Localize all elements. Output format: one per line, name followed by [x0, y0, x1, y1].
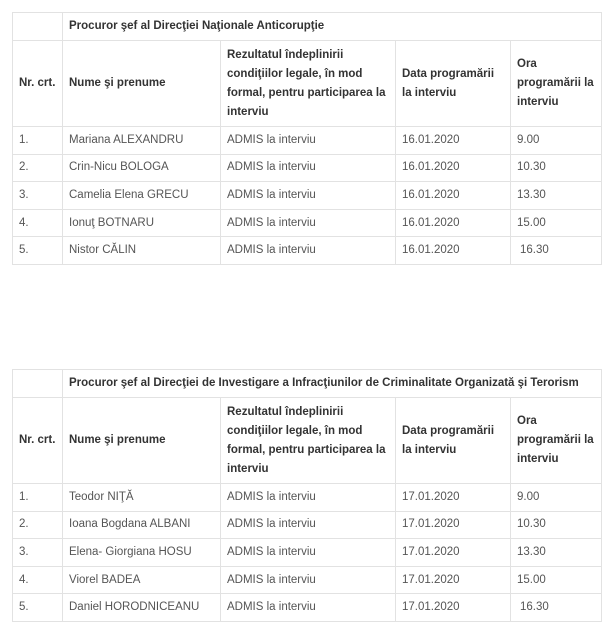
schedule-table-dna: [12, 12, 602, 265]
cell-nume: Camelia Elena GRECU: [63, 182, 221, 210]
table-row: [13, 511, 602, 539]
cell-nume: Ionuţ BOTNARU: [63, 209, 221, 237]
header-rezultat: Rezultatul îndeplinirii condiţiilor legale, în mod formal, pentru participarea la interviu: [221, 398, 396, 484]
cell-nr: 3.: [13, 182, 63, 210]
cell-ora: 9.00: [511, 484, 602, 512]
table-row: [13, 484, 602, 512]
cell-data: 16.01.2020: [396, 154, 511, 182]
cell-nr: 2.: [13, 511, 63, 539]
cell-rezultat: ADMIS la interviu: [221, 182, 396, 210]
cell-rezultat: ADMIS la interviu: [221, 566, 396, 594]
header-nume: Nume şi prenume: [63, 41, 221, 127]
table-row: [13, 209, 602, 237]
table-row: [13, 539, 602, 567]
cell-data: 17.01.2020: [396, 511, 511, 539]
cell-rezultat: ADMIS la interviu: [221, 484, 396, 512]
cell-data: 17.01.2020: [396, 566, 511, 594]
header-ora: Ora programării la interviu: [511, 398, 602, 484]
cell-rezultat: ADMIS la interviu: [221, 127, 396, 155]
cell-nr: 5.: [13, 594, 63, 622]
cell-nr: 2.: [13, 154, 63, 182]
cell-ora: 15.00: [511, 209, 602, 237]
cell-rezultat: ADMIS la interviu: [221, 511, 396, 539]
table-row: [13, 594, 602, 622]
cell-nume: Ioana Bogdana ALBANI: [63, 511, 221, 539]
table-title-row: [13, 13, 602, 41]
cell-data: 17.01.2020: [396, 539, 511, 567]
cell-rezultat: ADMIS la interviu: [221, 209, 396, 237]
table-row: [13, 182, 602, 210]
cell-data: 16.01.2020: [396, 237, 511, 265]
empty-corner-cell: [13, 370, 63, 398]
table-title-row: [13, 370, 602, 398]
cell-ora: 16.30: [511, 237, 602, 265]
cell-nume: Teodor NIŢĂ: [63, 484, 221, 512]
cell-data: 16.01.2020: [396, 209, 511, 237]
empty-corner-cell: [13, 13, 63, 41]
cell-rezultat: ADMIS la interviu: [221, 594, 396, 622]
header-ora: Ora programării la interviu: [511, 41, 602, 127]
table-title: Procuror şef al Direcţiei Naţionale Anticorupţie: [63, 13, 602, 41]
header-rezultat: Rezultatul îndeplinirii condiţiilor legale, în mod formal, pentru participarea la interviu: [221, 41, 396, 127]
cell-nume: Nistor CĂLIN: [63, 237, 221, 265]
cell-nume: Crin-Nicu BOLOGA: [63, 154, 221, 182]
cell-nume: Elena- Giorgiana HOSU: [63, 539, 221, 567]
table-row: [13, 566, 602, 594]
header-nume: Nume şi prenume: [63, 398, 221, 484]
cell-nume: Mariana ALEXANDRU: [63, 127, 221, 155]
table-row: [13, 237, 602, 265]
cell-ora: 10.30: [511, 511, 602, 539]
table-title: Procuror şef al Direcţiei de Investigare a Infracţiunilor de Criminalitate Organizată şi Terorism: [63, 370, 602, 398]
cell-rezultat: ADMIS la interviu: [221, 237, 396, 265]
cell-nr: 4.: [13, 566, 63, 594]
header-nr: Nr. crt.: [13, 41, 63, 127]
cell-data: 16.01.2020: [396, 182, 511, 210]
cell-ora: 13.30: [511, 182, 602, 210]
cell-nr: 5.: [13, 237, 63, 265]
cell-nr: 4.: [13, 209, 63, 237]
cell-ora: 16.30: [511, 594, 602, 622]
cell-data: 17.01.2020: [396, 594, 511, 622]
cell-nr: 3.: [13, 539, 63, 567]
header-data: Data programării la interviu: [396, 41, 511, 127]
schedule-table-diicot: [12, 369, 602, 622]
cell-nr: 1.: [13, 127, 63, 155]
cell-data: 17.01.2020: [396, 484, 511, 512]
cell-ora: 13.30: [511, 539, 602, 567]
header-row: [13, 41, 602, 127]
cell-nr: 1.: [13, 484, 63, 512]
cell-ora: 15.00: [511, 566, 602, 594]
table-row: [13, 154, 602, 182]
cell-rezultat: ADMIS la interviu: [221, 154, 396, 182]
header-data: Data programării la interviu: [396, 398, 511, 484]
cell-nume: Daniel HORODNICEANU: [63, 594, 221, 622]
cell-rezultat: ADMIS la interviu: [221, 539, 396, 567]
header-row: [13, 398, 602, 484]
cell-ora: 9.00: [511, 127, 602, 155]
cell-data: 16.01.2020: [396, 127, 511, 155]
cell-nume: Viorel BADEA: [63, 566, 221, 594]
cell-ora: 10.30: [511, 154, 602, 182]
header-nr: Nr. crt.: [13, 398, 63, 484]
table-row: [13, 127, 602, 155]
